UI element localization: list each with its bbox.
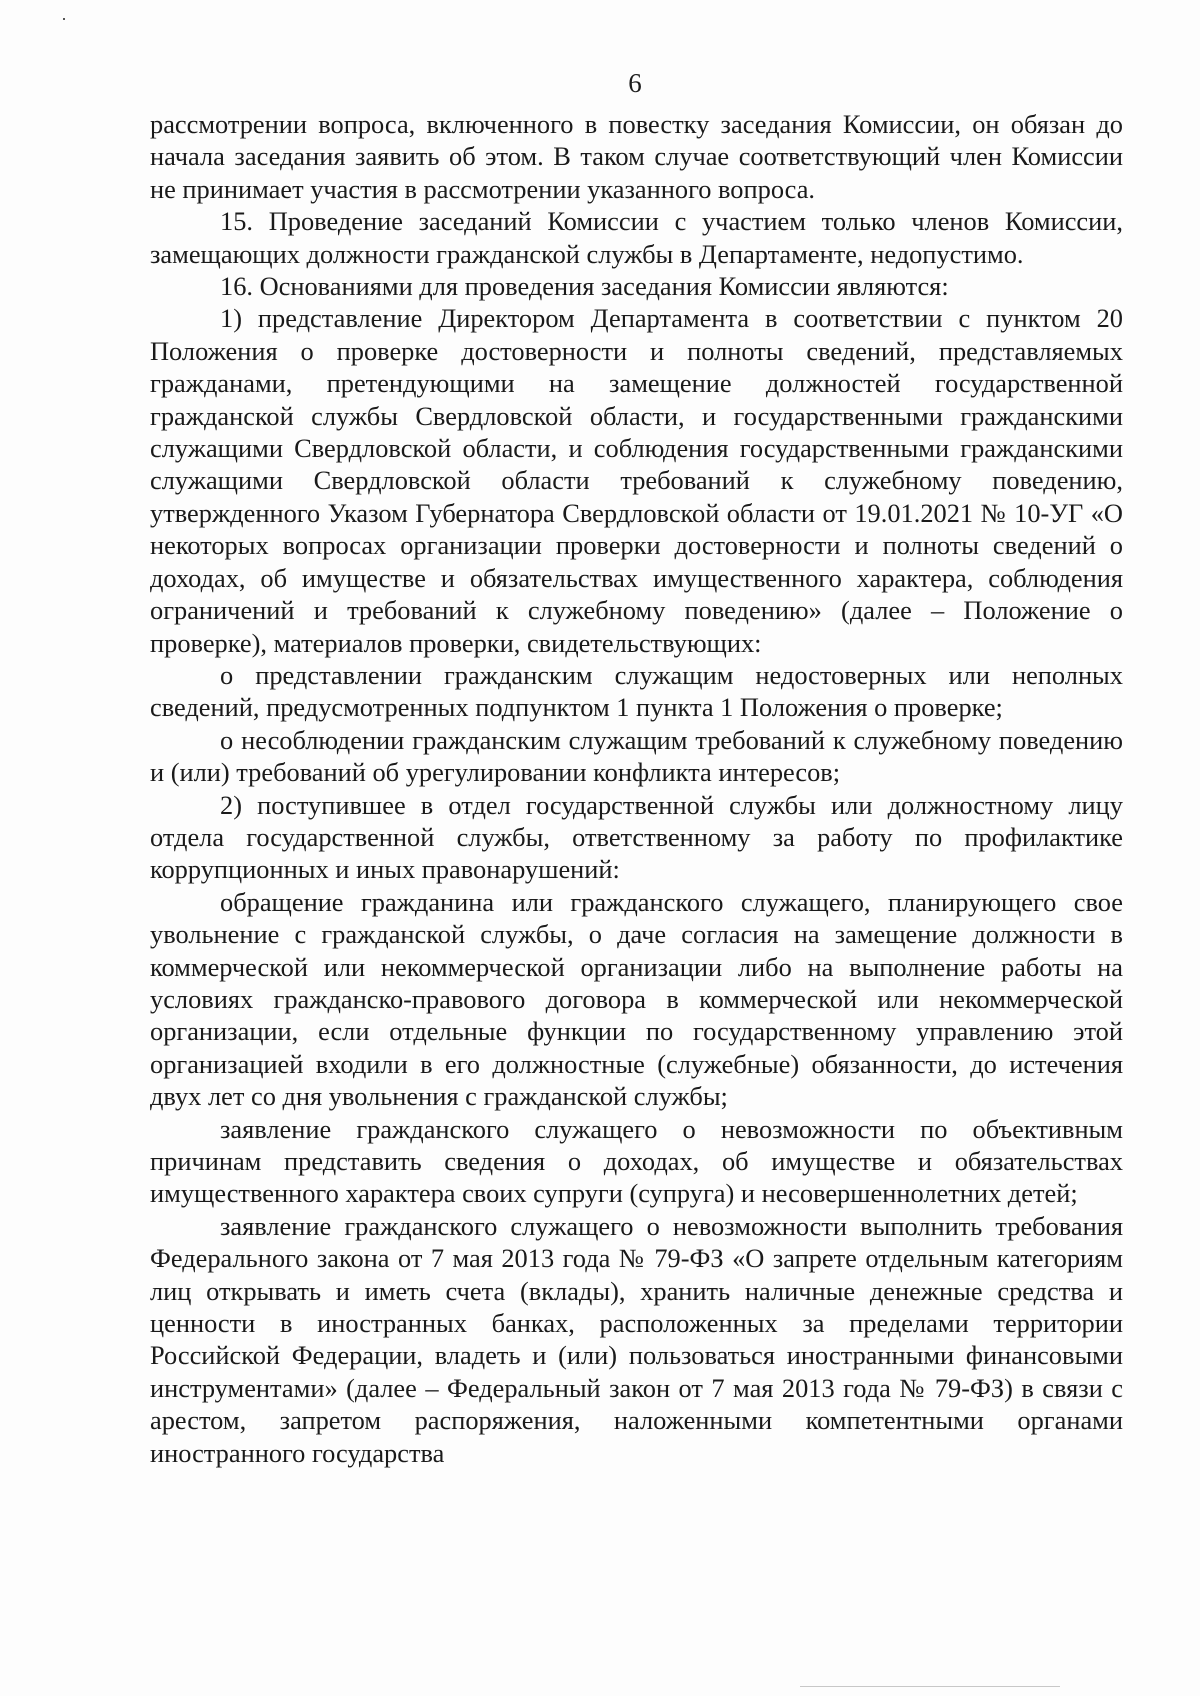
paragraph-subitem-1-a: о представлении гражданским служащим недостоверных или неполных сведений, предусмотренных подпунктом 1 пункта 1 Положения о проверке; (150, 659, 1123, 723)
paragraph-item-16: 16. Основаниями для проведения заседания Комиссии являются: (220, 271, 949, 302)
paragraph-subitem-1: 1) представление Директором Департамента в соответствии с пунктом 20 Положения о проверке достоверности и полноты сведений, представляемых гражданами, претендующими на замещение должностей государственной гражданской службы Свердловской области, и государственными гражданскими служащими Свердловской области, и соблюдения государственными гражданскими служащими Свердловской области требований к служебному поведению, утвержденного Указом Губернатора Свердловской области от 19.01.2021 № 10-УГ «О некоторых вопросах организации проверки достоверности и полноты сведений о доходах, об имуществе и обязательствах имущественного характера, соблюдения ограничений и требований к служебному поведению» (далее – Положение о проверке), материалов проверки, свидетельствующих: (150, 303, 1123, 658)
scan-speck (63, 18, 65, 20)
paragraph-subitem-2: 2) поступившее в отдел государственной службы или должностному лицу отдела государственной службы, ответственному за работу по профилактике коррупционных и иных правонарушений: (150, 789, 1123, 885)
scan-edge-line (800, 1686, 1060, 1687)
document-body (150, 108, 1123, 1469)
paragraph-item-15: 15. Проведение заседаний Комиссии с участием только членов Комиссии, замещающих должности гражданской службы в Департаменте, недопустимо. (150, 206, 1123, 269)
paragraph-continuation: рассмотрении вопроса, включенного в повестку заседания Комиссии, он обязан до начала заседания заявить об этом. В таком случае соответствующий член Комиссии не принимает участия в рассмотрении указанного вопроса. (150, 109, 1123, 204)
page-number: 6 (628, 68, 642, 98)
paragraph-subitem-1-b: о несоблюдении гражданским служащим требований к служебному поведению и (или) требований об урегулировании конфликта интересов; (150, 724, 1123, 788)
paragraph-subitem-2-b: заявление гражданского служащего о невозможности по объективным причинам представить сведения о доходах, об имуществе и обязательствах имущественного характера своих супруги (супруга) и несовершеннолетних детей; (150, 1113, 1123, 1209)
paragraph-subitem-2-a: обращение гражданина или гражданского служащего, планирующего свое увольнение с гражданской службы, о даче согласия на замещение должности в коммерческой или некоммерческой организации либо на выполнение работы на условиях гражданско-правового договора в коммерческой или некоммерческой организации, если отдельные функции по государственному управлению этой организацией входили в его должностные (служебные) обязанности, до истечения двух лет со дня увольнения с гражданской службы; (150, 886, 1123, 1112)
paragraph-subitem-2-c: заявление гражданского служащего о невозможности выполнить требования Федерального закона от 7 мая 2013 года № 79-ФЗ «О запрете отдельным категориям лиц открывать и иметь счета (вклады), хранить наличные денежные средства и ценности в иностранных банках, расположенных за пределами территории Российской Федерации, владеть и (или) пользоваться иностранными финансовыми инструментами» (далее – Федеральный закон от 7 мая 2013 года № 79-ФЗ) в связи с арестом, запретом распоряжения, наложенными компетентными органами иностранного государства (150, 1210, 1123, 1468)
